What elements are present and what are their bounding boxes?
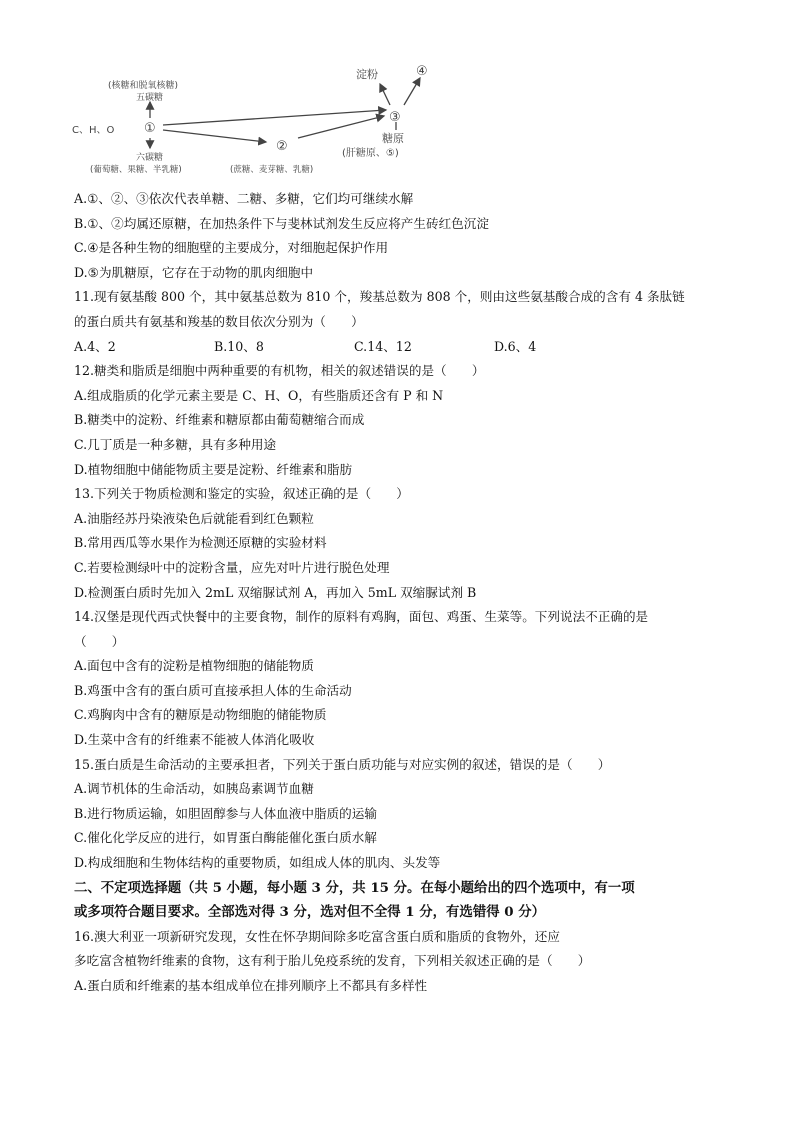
q15-option-a: A.调节机体的生命活动，如胰岛素调节血糖 <box>74 781 314 797</box>
arrow-2-to-3 <box>298 116 384 138</box>
q13-option-a: A.油脂经苏丹染液染色后就能看到红色颗粒 <box>74 510 314 526</box>
arrow-3-to-starch <box>380 84 390 105</box>
arrow-1-to-3 <box>163 110 386 125</box>
arrow-3-to-4 <box>404 78 420 105</box>
diagram-svg <box>68 60 448 178</box>
question-text-block <box>74 187 734 999</box>
q14-option-a: A.面包中含有的淀粉是植物细胞的储能物质 <box>74 658 314 674</box>
q10-option-b: B.①、②均属还原糖，在加热条件下与斐林试剂发生反应将产生砖红色沉淀 <box>74 215 489 231</box>
q11-option-a: A.4、2 <box>74 338 116 354</box>
q14-stem-line1: 14.汉堡是现代西式快餐中的主要食物，制作的原料有鸡胸，面包、鸡蛋、生菜等。下列说法不正确的是 <box>74 609 649 625</box>
q13-option-d: D.检测蛋白质时先加入 2mL 双缩脲试剂 A，再加入 5mL 双缩脲试剂 B <box>74 584 477 600</box>
q14-option-b: B.鸡蛋中含有的蛋白质可直接承担人体的生命活动 <box>74 682 352 698</box>
q13-option-b: B.常用西瓜等水果作为检测还原糖的实验材料 <box>74 535 327 551</box>
q11-stem-line1: 11.现有氨基酸 800 个，其中氨基总数为 810 个，羧基总数为 808 个，则由这些氨基酸合成的含有 4 条肽链 <box>74 289 685 305</box>
q11-option-b: B.10、8 <box>214 338 264 354</box>
q12-option-c: C.几丁质是一种多糖，具有多种用途 <box>74 436 277 452</box>
section-2-heading-line1: 二、不定项选择题（共 5 小题，每小题 3 分，共 15 分。在每小题给出的四个选项中，有一项 <box>74 879 635 896</box>
q16-stem-line1: 16.澳大利亚一项新研究发现，女性在怀孕期间除多吃富含蛋白质和脂质的食物外，还应 <box>74 928 560 944</box>
q12-stem: 12.糖类和脂质是细胞中两种重要的有机物，相关的叙述错误的是（ ） <box>74 363 485 379</box>
q12-option-d: D.植物细胞中储能物质主要是淀粉、纤维素和脂肪 <box>74 461 353 477</box>
glycogen-label: 糖原 <box>382 132 404 145</box>
glycogen-detail: (肝糖原、⑤) <box>342 148 399 159</box>
disaccharide-examples: (蔗糖、麦芽糖、乳糖) <box>230 165 314 175</box>
q10-option-c: C.④是各种生物的细胞壁的主要成分，对细胞起保护作用 <box>74 240 389 256</box>
left-top-label: (核糖和脱氧核糖) <box>108 81 179 91</box>
q12-option-b: B.糖类中的淀粉、纤维素和糖原都由葡萄糖缩合而成 <box>74 412 365 428</box>
q15-stem: 15.蛋白质是生命活动的主要承担者，下列关于蛋白质功能与对应实例的叙述，错误的是（ ） <box>74 756 611 772</box>
q15-option-d: D.构成细胞和生物体结构的重要物质，如组成人体的肌肉、头发等 <box>74 855 441 871</box>
five-carbon-label: 五碳糖 <box>136 93 164 103</box>
q11-options <box>74 335 734 360</box>
q12-option-a: A.组成脂质的化学元素主要是 C、H、O，有些脂质还含有 P 和 N <box>74 387 444 403</box>
q16-option-a: A.蛋白质和纤维素的基本组成单位在排列顺序上不都具有多样性 <box>74 978 428 993</box>
q11-option-d: D.6、4 <box>494 338 537 354</box>
q11-stem-line2: 的蛋白质共有氨基和羧基的数目依次分别为（ ） <box>74 313 364 329</box>
q10-option-a: A.①、②、③依次代表单糖、二糖、多糖，它们均可继续水解 <box>74 191 414 206</box>
node-3: ③ <box>389 110 401 125</box>
q16-stem-line2: 多吃富含植物纤维素的食物，这有利于胎儿免疫系统的发育，下列相关叙述正确的是（ ） <box>74 953 591 969</box>
six-carbon-label: 六碳糖 <box>136 153 164 163</box>
node-1: ① <box>144 121 156 136</box>
q11-option-c: C.14、12 <box>354 338 412 354</box>
arrow-1-to-2 <box>163 130 266 142</box>
q13-stem: 13.下列关于物质检测和鉴定的实验，叙述正确的是（ ） <box>74 486 409 502</box>
q14-option-d: D.生菜中含有的纤维素不能被人体消化吸收 <box>74 732 315 748</box>
q15-option-c: C.催化化学反应的进行，如胃蛋白酶能催化蛋白质水解 <box>74 830 377 846</box>
source-elements-label: C、H、O <box>72 125 115 136</box>
section-2-heading-line2: 或多项符合题目要求。全部选对得 3 分，选对但不全得 1 分，有选错得 0 分） <box>74 904 546 921</box>
node-2: ② <box>276 139 288 154</box>
q14-stem-line2: （ ） <box>74 633 125 649</box>
q14-option-c: C.鸡胸肉中含有的糖原是动物细胞的储能物质 <box>74 707 327 723</box>
node-4: ④ <box>416 64 428 79</box>
carbohydrate-classification-diagram <box>68 60 448 178</box>
q13-option-c: C.若要检测绿叶中的淀粉含量，应先对叶片进行脱色处理 <box>74 559 390 575</box>
q15-option-b: B.进行物质运输，如胆固醇参与人体血液中脂质的运输 <box>74 805 377 821</box>
starch-label: 淀粉 <box>356 68 378 81</box>
q10-option-d: D.⑤为肌糖原，它存在于动物的肌肉细胞中 <box>74 264 314 280</box>
six-carbon-examples: (葡萄糖、果糖、半乳糖) <box>90 165 182 175</box>
